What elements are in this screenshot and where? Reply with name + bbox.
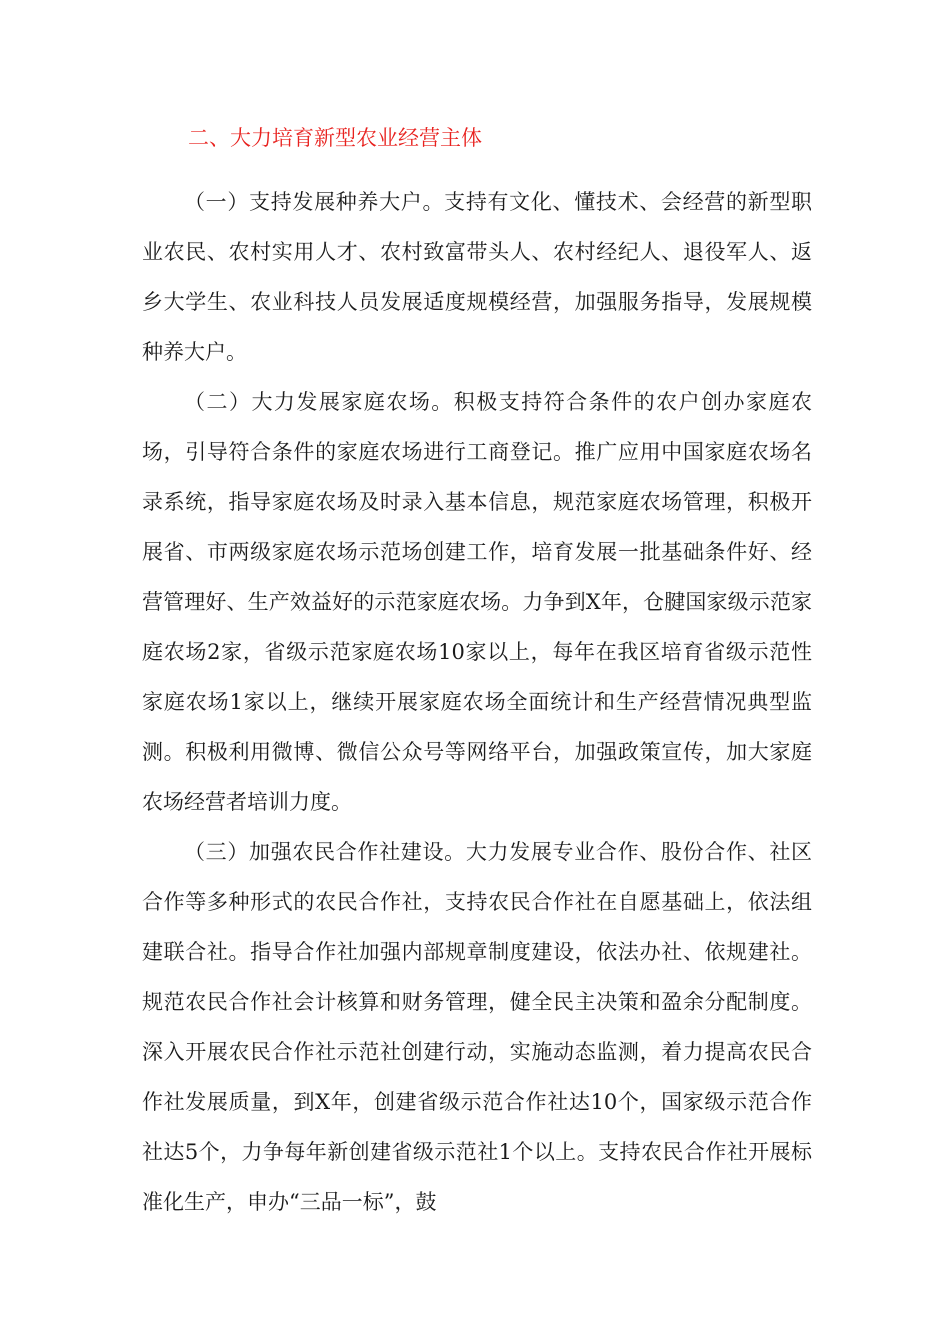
paragraph-3: （三）加强农民合作社建设。大力发展专业合作、股份合作、社区合作等多种形式的农民合作社，支持农民合作社在自愿基础上，依法组建联合社。指导合作社加强内部规章制度建设，依法办社、依规建社。规范农民合作社会计核算和财务管理，健全民主决策和盈余分配制度。深入开展农民合作社示范社创建行动，实施动态监测，着力提高农民合作社发展质量，到X年，创建省级示范合作社达10个，国家级示范合作社达5个，力争每年新创建省级示范社1个以上。支持农民合作社开展标准化生产，申办“三品一标”，鼓: [142, 840, 812, 1214]
paragraph-1: （一）支持发展种养大户。支持有文化、懂技术、会经营的新型职业农民、农村实用人才、农村致富带头人、农村经纪人、退役军人、返乡大学生、农业科技人员发展适度规模经营，加强服务指导，发展规模种养大户。: [142, 190, 812, 364]
paragraph-2: （二）大力发展家庭农场。积极支持符合条件的农户创办家庭农场，引导符合条件的家庭农场进行工商登记。推广应用中国家庭农场名录系统，指导家庭农场及时录入基本信息，规范家庭农场管理，积极开展省、市两级家庭农场示范场创建工作，培育发展一批基础条件好、经营管理好、生产效益好的示范家庭农场。力争到X年，仓腱国家级示范家庭农场2家，省级示范家庭农场10家以上，每年在我区培育省级示范性家庭农场1家以上，继续开展家庭农场全面统计和生产经营情况典型监测。积极利用微博、微信公众号等网络平台，加强政策宣传，加大家庭农场经营者培训力度。: [142, 390, 812, 814]
section-heading: 二、大力培育新型农业经营主体: [188, 126, 482, 150]
